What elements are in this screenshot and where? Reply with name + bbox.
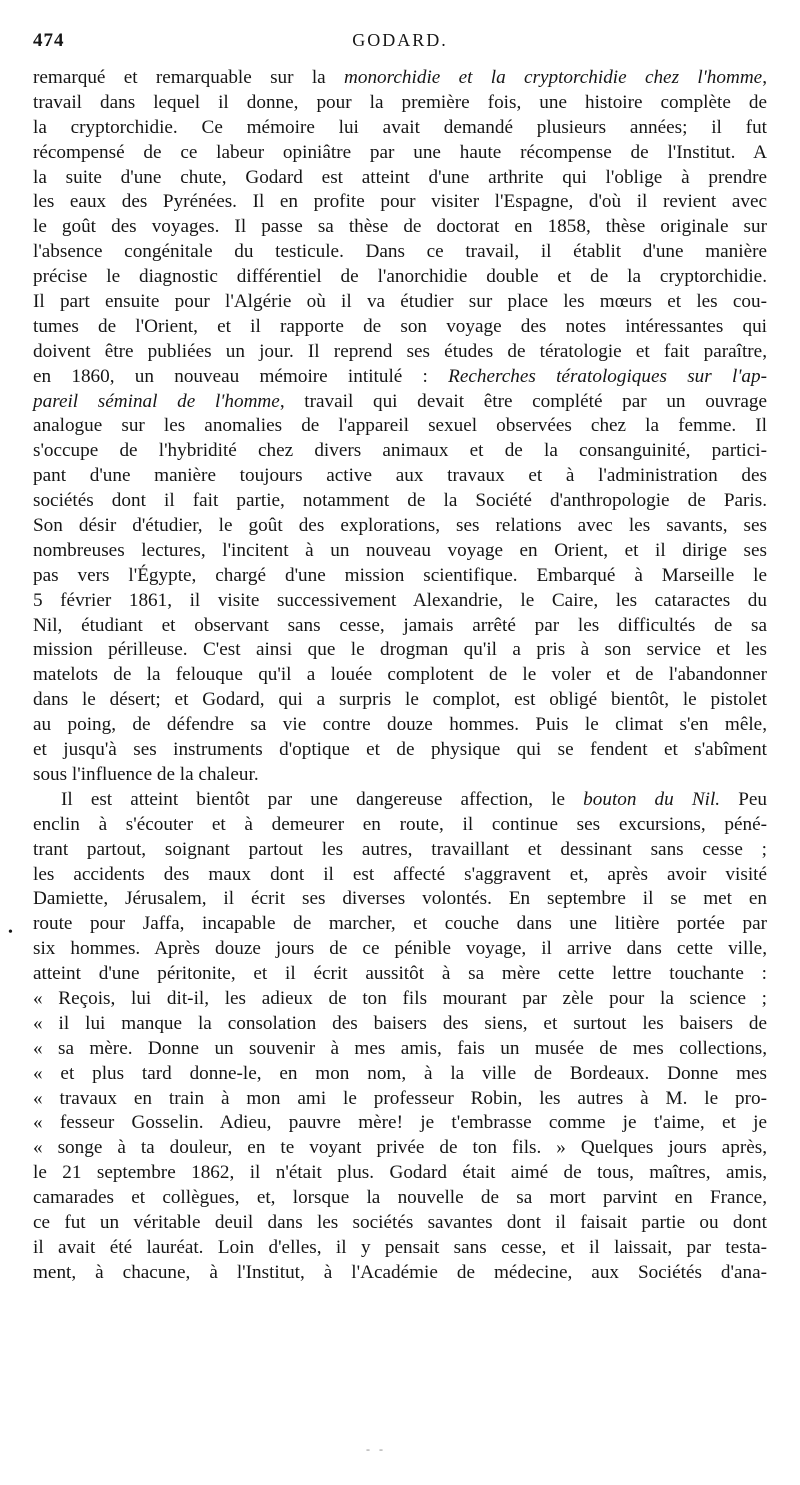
text-segment: en 1860, un nouveau mémoire intitulé :: [33, 365, 449, 387]
text-line: « travaux en train à mon ami le professeur Robin, les autres à M. le pro-: [33, 1087, 767, 1109]
text-line: il avait été lauréat. Loin d'elles, il y pensait sans cesse, et il laissait, par testa-: [33, 1236, 767, 1258]
italic-segment: pareil séminal de l'homme: [33, 390, 280, 412]
text-line: « il lui manque la consolation des baisers des siens, et surtout les baisers de: [33, 1012, 767, 1034]
text-line: et jusqu'à ses instruments d'optique et de physique qui se fendent et s'abîment: [33, 739, 767, 761]
text-line: au poing, de défendre sa vie contre douze hommes. Puis le climat s'en mêle,: [33, 714, 767, 736]
text-segment: ,: [762, 67, 767, 88]
text-line: route pour Jaffa, incapable de marcher, et couche dans une litière portée par: [33, 913, 767, 935]
text-line: Il part ensuite pour l'Algérie où il va étudier sur place les mœurs et les cou-: [33, 291, 767, 313]
text-segment: remarqué et remarquable sur la: [33, 67, 345, 88]
text-line: Nil, étudiant et observant sans cesse, jamais arrêté par les difficultés de sa: [33, 614, 767, 636]
text-line: [33, 788, 767, 813]
text-line: travail dans lequel il donne, pour la première fois, une histoire complète de: [33, 91, 767, 113]
text-line: pant d'une manière toujours active aux travaux et à l'administration des: [33, 465, 767, 487]
text-line: [33, 365, 767, 390]
footer-mark: - -: [366, 1442, 386, 1456]
text-line: Son désir d'étudier, le goût des explorations, ses relations avec les savants, ses: [33, 515, 767, 537]
text-line: « fesseur Gosselin. Adieu, pauvre mère! je t'embrasse comme je t'aime, et je: [33, 1112, 767, 1134]
page-header: [33, 30, 767, 60]
text-line: les accidents des maux dont il est affecté s'aggravent et, après avoir visité: [33, 863, 767, 885]
text-segment: Il est atteint bientôt par une dangereuse affection, le: [61, 788, 584, 810]
text-line: « Reçois, lui dit-il, les adieux de ton fils mourant par zèle pour la science ;: [33, 987, 767, 1009]
text-line: trant partout, soignant partout les autres, travaillant et dessinant sans cesse ;: [33, 838, 767, 860]
text-line: la suite d'une chute, Godard est atteint d'une arthrite qui l'oblige à prendre: [33, 166, 767, 188]
text-line: les eaux des Pyrénées. Il en profite pour visiter l'Espagne, d'où il revient avec: [33, 191, 767, 213]
text-line: six hommes. Après douze jours de ce pénible voyage, il arrive dans cette ville,: [33, 938, 767, 960]
text-line: récompensé de ce labeur opiniâtre par une haute récompense de l'Institut. A: [33, 141, 767, 163]
marginal-mark: •: [8, 925, 13, 940]
text-line: « songe à ta douleur, en te voyant privée de ton fils. » Quelques jours après,: [33, 1137, 767, 1159]
running-head: GODARD.: [352, 30, 448, 50]
text-line: sous l'influence de la chaleur.: [33, 763, 259, 785]
text-line: sociétés dont il fait partie, notamment de la Société d'anthropologie de Paris.: [33, 490, 767, 512]
italic-segment: bouton du Nil.: [583, 788, 721, 810]
text-line: enclin à s'écouter et à demeurer en route, il continue ses excursions, péné-: [33, 813, 767, 835]
text-line: dans le désert; et Godard, qui a surpris le complot, est obligé bientôt, le pistolet: [33, 689, 767, 711]
text-line: s'occupe de l'hybridité chez divers animaux et de la consanguinité, partici-: [33, 440, 767, 462]
text-line: le goût des voyages. Il passe sa thèse de doctorat en 1858, thèse originale sur: [33, 216, 767, 238]
text-line: ce fut un véritable deuil dans les sociétés savantes dont il faisait partie ou dont: [33, 1211, 767, 1233]
body-text: [33, 66, 767, 1286]
text-line: 5 février 1861, il visite successivement Alexandrie, le Caire, les cataractes du: [33, 589, 767, 611]
text-line: doivent être publiées un jour. Il reprend ses études de tératologie et fait paraître,: [33, 340, 767, 362]
page-number: 474: [33, 30, 65, 51]
text-line: l'absence congénitale du testicule. Dans ce travail, il établit d'une manière: [33, 241, 767, 263]
italic-segment: monorchidie et la cryptorchidie chez l'homme: [344, 67, 763, 88]
text-line: la cryptorchidie. Ce mémoire lui avait demandé plusieurs années; il fut: [33, 116, 767, 138]
text-line: atteint d'une péritonite, et il écrit aussitôt à sa mère cette lettre touchante :: [33, 963, 767, 985]
text-line: [33, 390, 767, 415]
text-line: nombreuses lectures, l'incitent à un nouveau voyage en Orient, et il dirige ses: [33, 539, 767, 561]
text-line: précise le diagnostic différentiel de l'anorchidie double et de la cryptorchidie.: [33, 266, 767, 288]
text-line: pas vers l'Égypte, chargé d'une mission scientifique. Embarqué à Marseille le: [33, 564, 767, 586]
text-line: tumes de l'Orient, et il rapporte de son voyage des notes intéressantes qui: [33, 315, 767, 337]
italic-segment: Recherches tératologiques sur l'ap-: [448, 365, 768, 387]
text-line: le 21 septembre 1862, il n'était plus. Godard était aimé de tous, maîtres, amis,: [33, 1162, 767, 1184]
text-segment: , travail qui devait être complété par un ouvrage: [279, 390, 767, 412]
text-line: « et plus tard donne-le, en mon nom, à la ville de Bordeaux. Donne mes: [33, 1062, 767, 1084]
text-segment: Peu: [720, 788, 767, 810]
text-line: matelots de la felouque qu'il a louée complotent de le voler et de l'abandonner: [33, 664, 767, 686]
text-line: « sa mère. Donne un souvenir à mes amis, fais un musée de mes collections,: [33, 1037, 767, 1059]
text-line: Damiette, Jérusalem, il écrit ses diverses volontés. En septembre il se met en: [33, 888, 767, 910]
text-line: mission périlleuse. C'est ainsi que le drogman qu'il a pris à son service et les: [33, 639, 767, 661]
text-line: analogue sur les anomalies de l'appareil sexuel observées chez la femme. Il: [33, 415, 767, 437]
text-line: [33, 66, 767, 91]
text-line: ment, à chacune, à l'Institut, à l'Académie de médecine, aux Sociétés d'ana-: [33, 1261, 767, 1283]
text-line: camarades et collègues, et, lorsque la nouvelle de sa mort parvint en France,: [33, 1187, 767, 1209]
